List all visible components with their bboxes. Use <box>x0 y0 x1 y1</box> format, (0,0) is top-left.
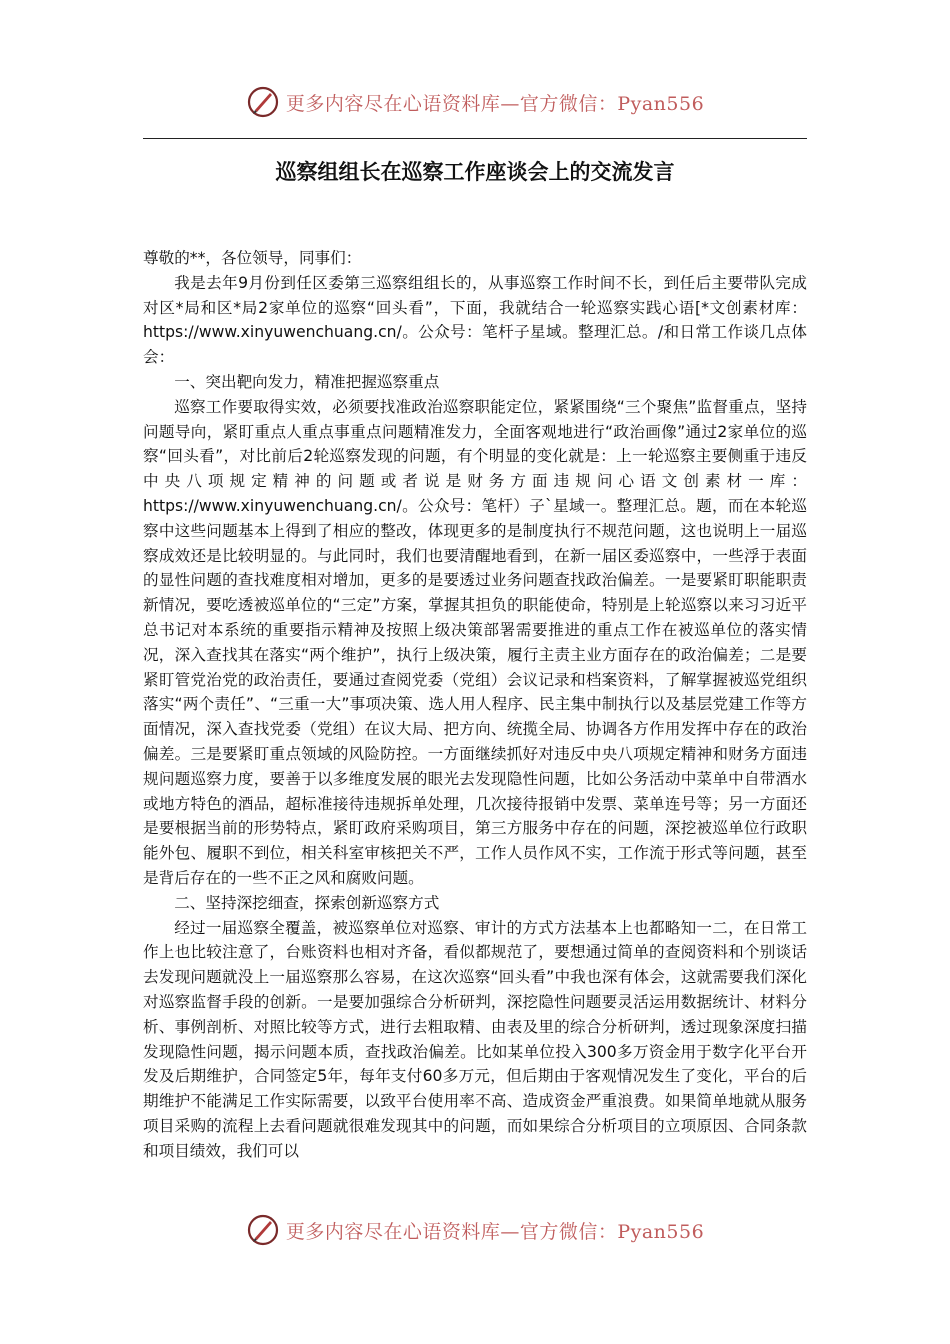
page-title: 巡察组组长在巡察工作座谈会上的交流发言 <box>275 160 675 184</box>
document-body <box>143 246 807 1163</box>
body-paragraph: 巡察工作要取得实效，必须要找准政治巡察职能定位，紧紧围绕“三个聚焦”监督重点，坚持问题导向，紧盯重点人重点事重点问题精准发力，全面客观地进行“政治画像”通过2家单位的巡察“回头看”，对比前后2轮巡察发现的问题，有个明显的变化就是：上一轮巡察主要侧重于违反中央八项规定精神的问题或者说是财务方面违规问心语文创素材一库：https://www.xinyuwenchuang.cn/。公众号：笔杆）子`星域一。整理汇总。题，而在本轮巡察中这些问题基本上得到了相应的整改，体现更多的是制度执行不规范问题，这也说明上一届巡察成效还是比较明显的。与此同时，我们也要清醒地看到，在新一届区委巡察中，一些浮于表面的显性问题的查找难度相对增加，更多的是要透过业务问题查找政治偏差。一是要紧盯职能职责新情况，要吃透被巡单位的“三定”方案，掌握其担负的职能使命，特别是上轮巡察以来习习近平总书记对本系统的重要指示精神及按照上级决策部署需要推进的重点工作在被巡单位的落实情况，深入查找其在落实“两个维护”，执行上级决策，履行主责主业方面存在的政治偏差；二是要紧盯管党治党的政治责任，要通过查阅党委（党组）会议记录和档案资料，了解掌握被巡党组织落实“两个责任”、“三重一大”事项决策、选人用人程序、民主集中制执行以及基层党建工作等方面情况，深入查找党委（党组）在议大局、把方向、统揽全局、协调各方作用发挥中存在的政治偏差。三是要紧盯重点领域的风险防控。一方面继续抓好对违反中央八项规定精神和财务方面违规问题巡察力度，要善于以多维度发展的眼光去发现隐性问题，比如公务活动中菜单中自带酒水或地方特色的酒品，超标准接待违规拆单处理，几次接待报销中发票、菜单连号等；另一方面还是要根据当前的形势特点，紧盯政府采购项目，第三方服务中存在的问题，深挖被巡单位行政职能外包、履职不到位，相关科室审核把关不严，工作人员作风不实，工作流于形式等问题，甚至是背后存在的一些不正之风和腐败问题。 <box>143 397 807 887</box>
quill-pen-logo-icon <box>246 85 280 119</box>
header-watermark-text: 更多内容尽在心语资料库—官方微信：Pyan556 <box>285 92 705 115</box>
body-paragraph: 经过一届巡察全覆盖，被巡察单位对巡察、审计的方式方法基本上也都略知一二，在日常工作上也比较注意了，台账资料也相对齐备，看似都规范了，要想通过简单的查阅资料和个别谈话去发现问题就没上一届巡察那么容易，在这次巡察“回头看”中我也深有体会，这就需要我们深化对巡察监督手段的创新。一是要加强综合分析研判，深挖隐性问题要灵活运用数据统计、材料分析、事例剖析、对照比较等方式，进行去粗取精、由表及里的综合分析研判，透过现象深度扫描发现隐性问题，揭示问题本质，查找政治偏差。比如某单位投入300多万资金用于数字化平台开发及后期维护，合同签定5年，每年支付60多万元，但后期由于客观情况发生了变化，平台的后期维护不能满足工作实际需要，以致平台使用率不高、造成资金严重浪费。如果简单地就从服务项目采购的流程上去看问题就很难发现其中的问题，而如果综合分析项目的立项原因、合同条款和项目绩效，我们可以 <box>143 918 807 1160</box>
body-paragraph: 二、坚持深挖细查，探索创新巡察方式 <box>174 893 440 912</box>
header-divider <box>143 138 807 139</box>
header-watermark-banner <box>0 80 950 124</box>
quill-pen-logo-icon <box>246 1213 280 1247</box>
footer-watermark-banner <box>0 1208 950 1252</box>
footer-watermark-text: 更多内容尽在心语资料库—官方微信：Pyan556 <box>285 1220 705 1243</box>
body-paragraph: 一、突出靶向发力，精准把握巡察重点 <box>174 372 440 391</box>
body-paragraph: 尊敬的**，各位领导，同事们： <box>143 249 362 267</box>
body-paragraph: 我是去年9月份到任区委第三巡察组组长的，从事巡察工作时间不长，到任后主要带队完成对区*局和区*局2家单位的巡察“回头看”，下面，我就结合一轮巡察实践心语[*文创素材库：https://www.xinyuwenchuang.cn/。公众号：笔杆子星域。整理汇总。/和日常工作谈几点体会： <box>143 273 807 367</box>
